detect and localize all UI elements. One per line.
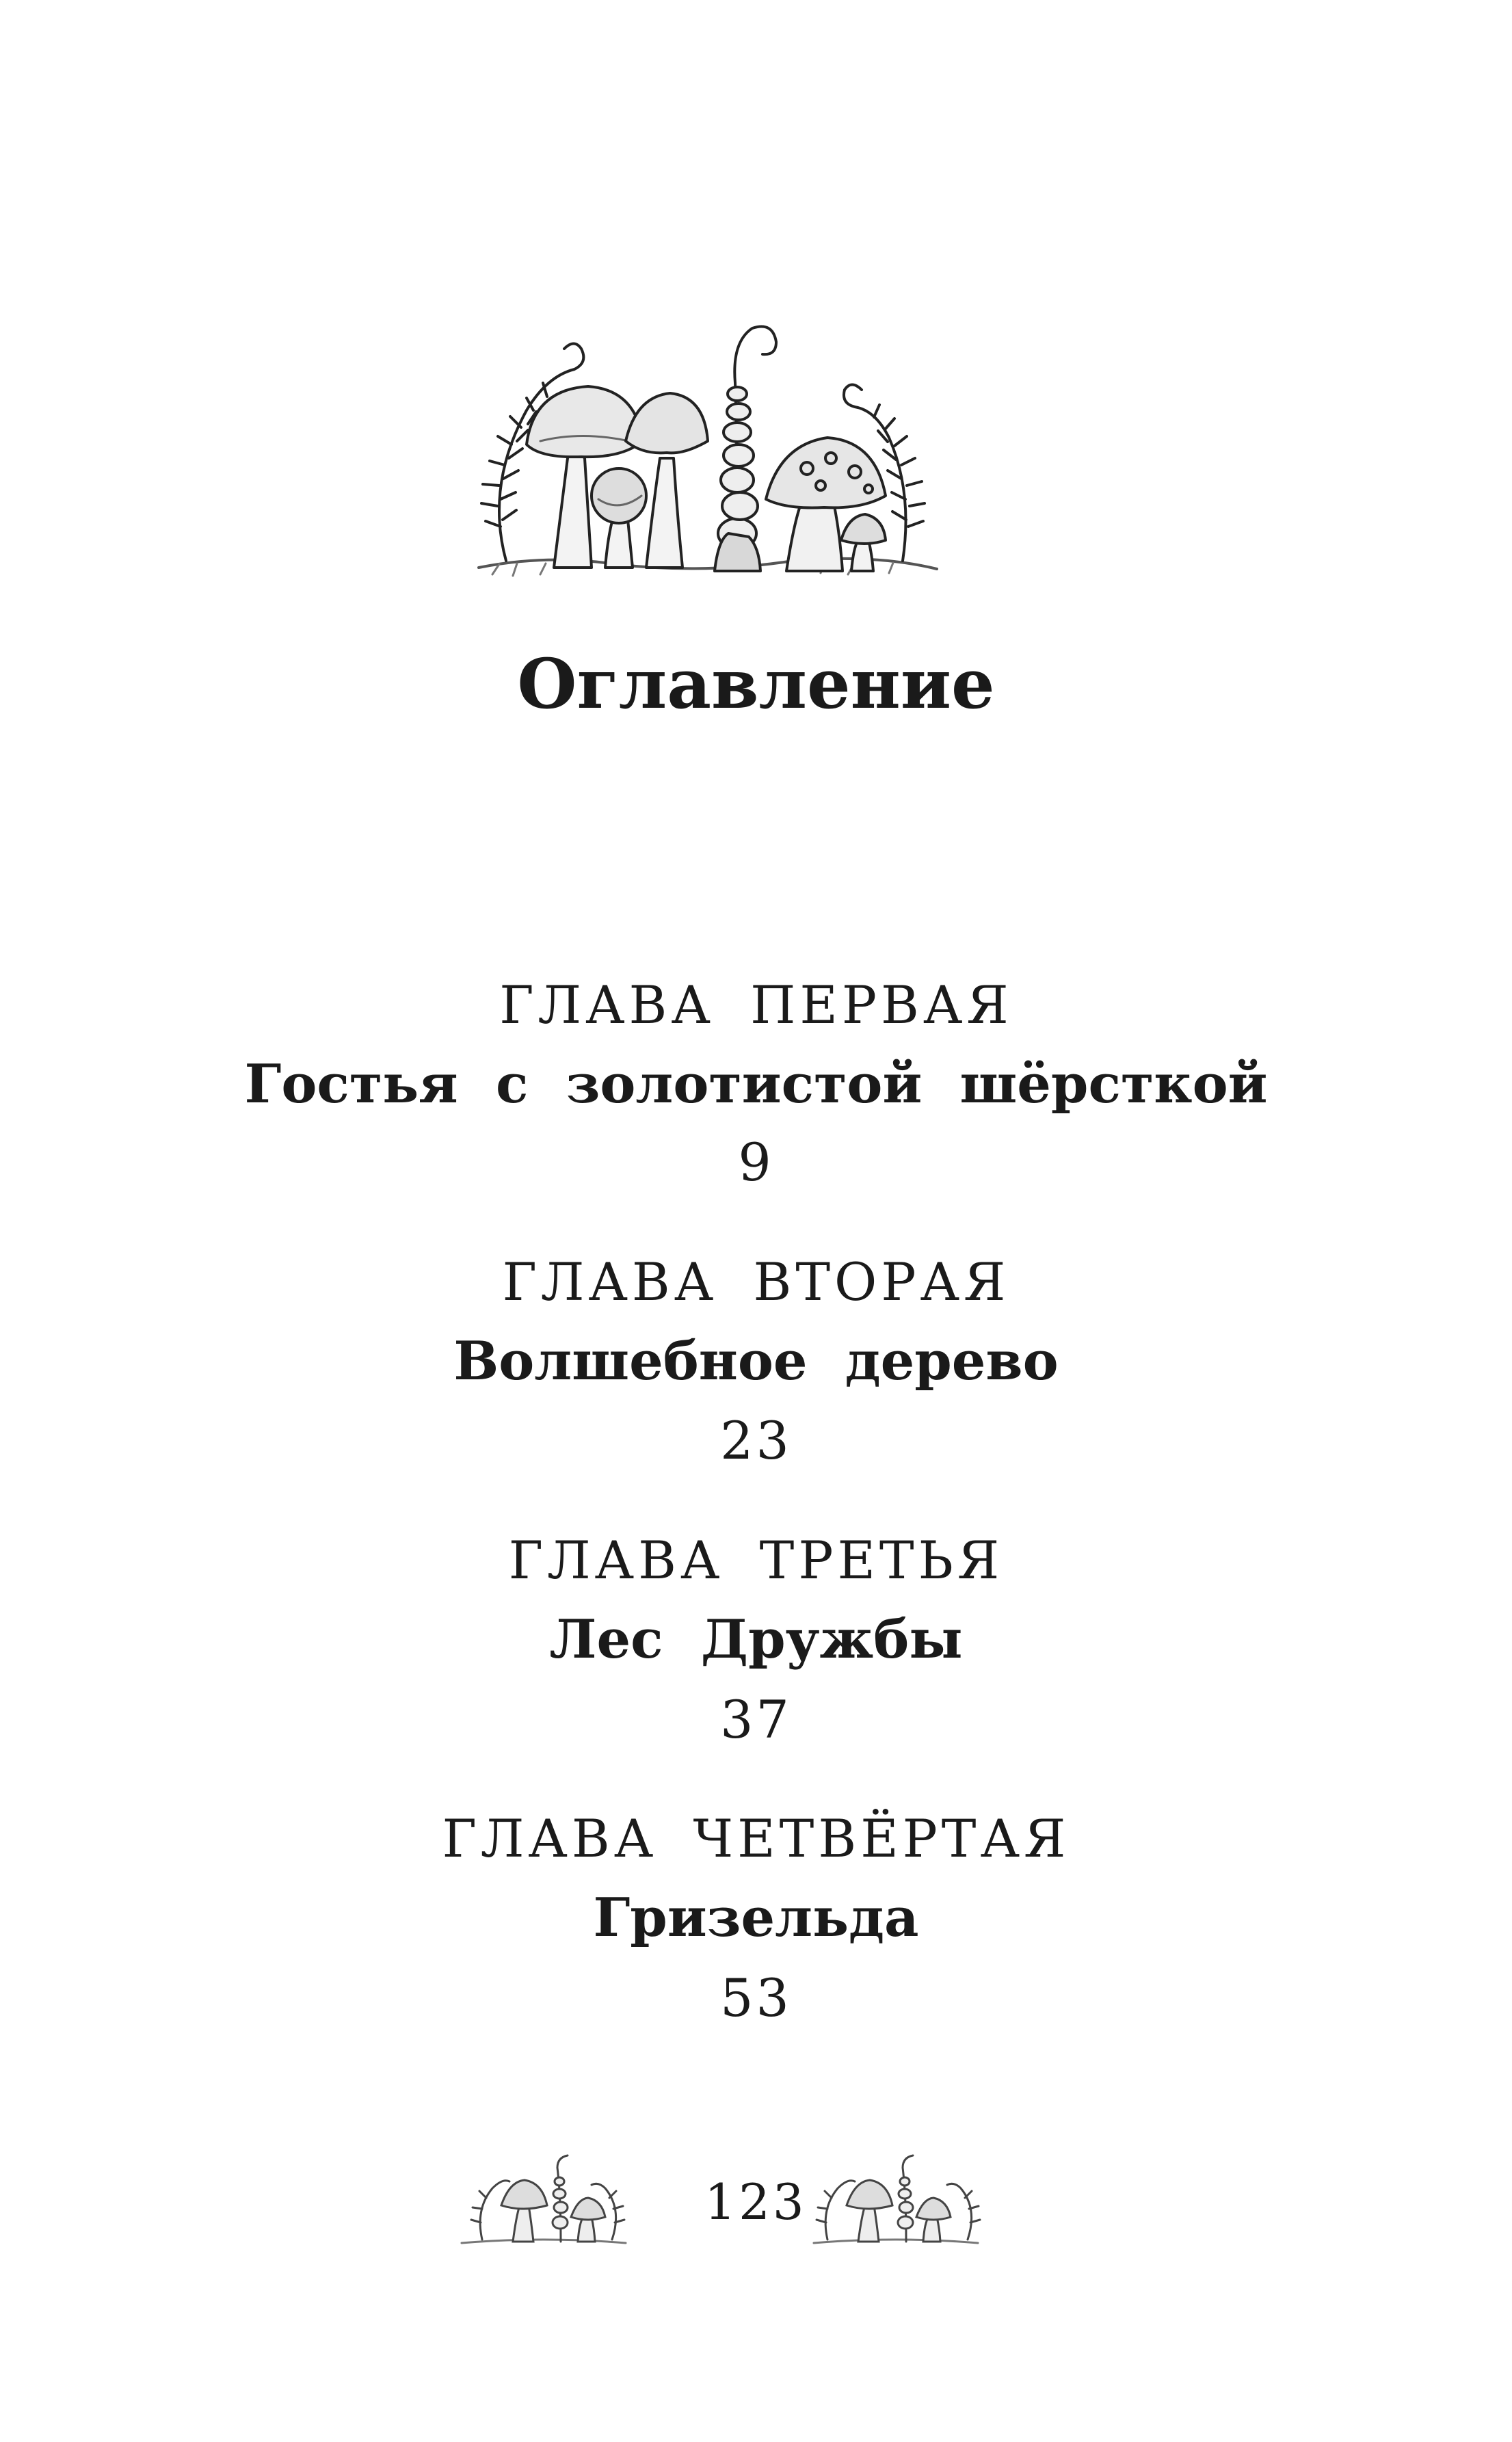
chapter-name: Гризельда (593, 1887, 919, 1949)
mushroom-fern-illustration (465, 301, 944, 588)
chapter-label: ГЛАВА ПЕРВАЯ (499, 974, 1013, 1035)
chapter-label: ГЛАВА ВТОРАЯ (502, 1251, 1010, 1312)
chapter-page-number: 9 (738, 1132, 774, 1193)
chapter-label: ГЛАВА ТРЕТЬЯ (508, 1530, 1004, 1591)
chapter-name: Лес Дружбы (549, 1608, 963, 1671)
chapter-page-number: 53 (720, 1967, 792, 2028)
mushroom-ornament-icon (455, 2140, 633, 2257)
chapter-name: Гостья с золотистой шёрсткой (244, 1053, 1268, 1115)
mushroom-ornament-icon (807, 2140, 985, 2257)
chapter-label: ГЛАВА ЧЕТВЁРТАЯ (442, 1808, 1070, 1869)
chapter-name: Волшебное дерево (453, 1330, 1059, 1392)
page-number: 123 (704, 2173, 807, 2231)
page-title: Оглавление (517, 643, 995, 724)
chapter-page-number: 23 (720, 1410, 792, 1471)
chapter-page-number: 37 (720, 1689, 792, 1750)
